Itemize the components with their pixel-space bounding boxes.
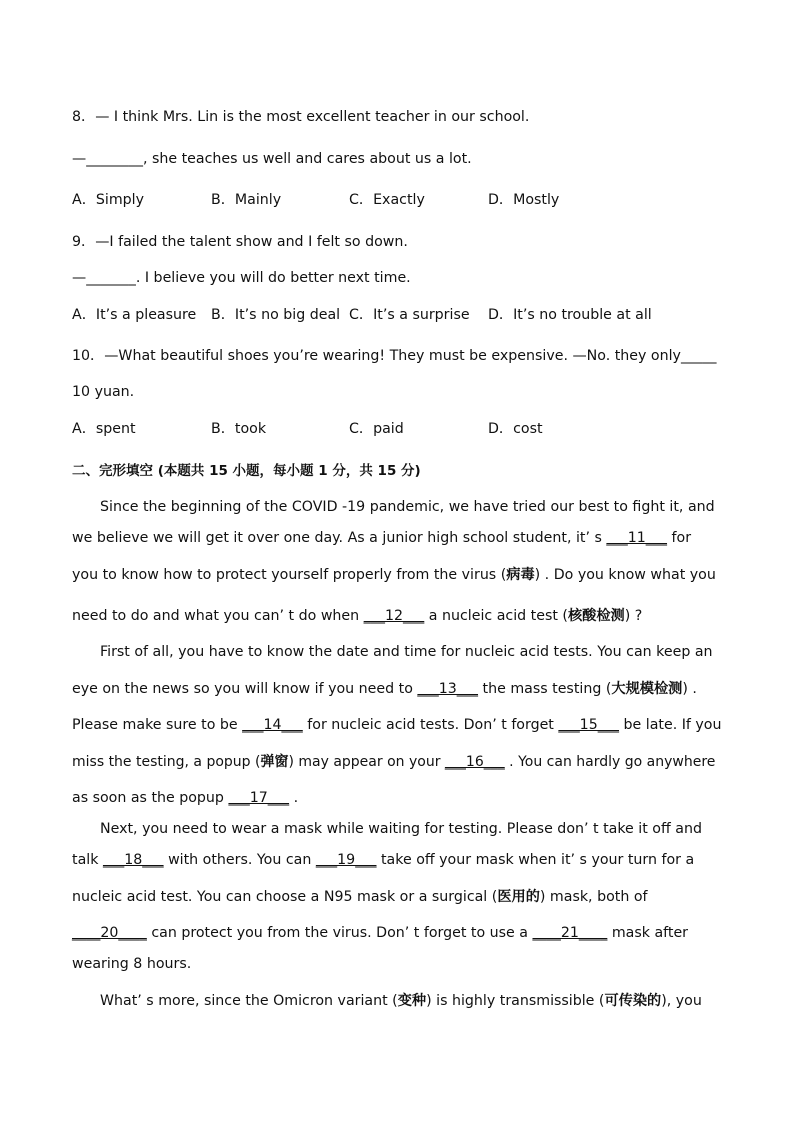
- text-segment: ) . Do you know what you: [534, 567, 716, 583]
- passage-p2-line3: [72, 715, 721, 735]
- text-segment: mask after: [607, 925, 689, 941]
- question-10-stem-continued: 10 yuan.: [72, 384, 135, 400]
- chinese-gloss: 可传染的: [604, 993, 662, 1009]
- passage-p1-line1: Since the beginning of the COVID -19 pandemic, we have tried our best to fight it, and: [100, 499, 715, 515]
- blank-20: ____20____: [72, 925, 147, 941]
- passage-p2-line2: [72, 679, 697, 699]
- chinese-gloss: 病毒: [506, 567, 535, 583]
- text-segment: be late. If you: [619, 717, 722, 733]
- passage-p2-line1: First of all, you have to know the date and time for nucleic acid tests. You can keep an: [100, 644, 713, 660]
- q10-option-c: C．paid: [349, 421, 404, 437]
- q8-option-b: B．Mainly: [211, 192, 282, 208]
- passage-p3-line4: [72, 923, 688, 943]
- q9-option-d: D．It’s no trouble at all: [488, 307, 652, 323]
- text-segment: ) .: [682, 681, 697, 697]
- passage-p3-line1: Next, you need to wear a mask while waiting for testing. Please don’ t take it off and: [100, 821, 702, 837]
- blank-12: ___12___: [363, 608, 425, 624]
- q8-option-d: D．Mostly: [488, 192, 560, 208]
- passage-p1-line4: [72, 606, 642, 626]
- text-segment: take off your mask when it’ s your turn for a: [376, 852, 695, 868]
- text-segment: miss the testing, a popup (: [72, 754, 261, 770]
- q9-option-c: C．It’s a surprise: [349, 307, 470, 323]
- blank-19: ___19___: [315, 852, 377, 868]
- passage-p1-line3: [72, 565, 716, 585]
- passage-p2-line4: [72, 752, 715, 772]
- chinese-gloss: 医用的: [497, 889, 540, 905]
- text-segment: for: [667, 530, 692, 546]
- text-segment: as soon as the popup: [72, 790, 229, 806]
- q10-option-b: B．took: [211, 421, 267, 437]
- text-segment: What’ s more, since the Omicron variant (: [100, 993, 398, 1009]
- blank-21: ____21____: [532, 925, 608, 941]
- chinese-gloss: 弹窗: [260, 754, 289, 770]
- chinese-gloss: 变种: [397, 993, 427, 1009]
- text-segment: talk: [72, 852, 103, 868]
- text-segment: can protect you from the virus. Don’ t forget to use a: [146, 925, 533, 941]
- question-8-answer-line: —________, she teaches us well and cares about us a lot.: [72, 151, 472, 167]
- text-segment: you to know how to protect yourself properly from the virus (: [72, 567, 507, 583]
- text-segment: ) is highly transmissible (: [426, 993, 605, 1009]
- question-8-stem: 8．— I think Mrs. Lin is the most excellent teacher in our school.: [72, 109, 530, 125]
- chinese-gloss: 大规模检测: [611, 681, 683, 697]
- q8-option-a: A．Simply: [72, 192, 145, 208]
- blank-15: ___15___: [558, 717, 620, 733]
- blank-17: ___17___: [228, 790, 290, 806]
- passage-p1-line2: [72, 528, 691, 548]
- q10-option-d: D．cost: [488, 421, 543, 437]
- chinese-gloss: 核酸检测: [567, 608, 625, 624]
- text-segment: ), you: [661, 993, 702, 1009]
- text-segment: eye on the news so you will know if you need to: [72, 681, 418, 697]
- text-segment: ) may appear on your: [288, 754, 445, 770]
- blank-11: ___11___: [606, 530, 668, 546]
- blank-16: ___16___: [444, 754, 505, 770]
- text-segment: ) mask, both of: [539, 889, 648, 905]
- passage-p3-line3: [72, 887, 648, 907]
- section-2-title: 二、完形填空 (本题共 15 小题，每小题 1 分，共 15 分): [72, 463, 421, 479]
- blank-14: ___14___: [242, 717, 303, 733]
- q9-option-b: B．It’s no big deal: [211, 307, 341, 323]
- passage-p3-line2: [72, 850, 694, 870]
- text-segment: need to do and what you can’ t do when: [72, 608, 364, 624]
- question-9-answer-line: —_______. I believe you will do better next time.: [72, 270, 411, 286]
- text-segment: .: [289, 790, 299, 806]
- question-10-stem: 10．—What beautiful shoes you’re wearing! They must be expensive. —No. they only_____: [72, 348, 717, 364]
- text-segment: Please make sure to be: [72, 717, 243, 733]
- blank-13: ___13___: [417, 681, 479, 697]
- q10-option-a: A．spent: [72, 421, 136, 437]
- text-segment: the mass testing (: [478, 681, 612, 697]
- text-segment: for nucleic acid tests. Don’ t forget: [302, 717, 559, 733]
- q9-option-a: A．It’s a pleasure: [72, 307, 197, 323]
- text-segment: with others. You can: [163, 852, 316, 868]
- text-segment: a nucleic acid test (: [424, 608, 568, 624]
- text-segment: . You can hardly go anywhere: [504, 754, 716, 770]
- text-segment: ) ?: [624, 608, 643, 624]
- q8-option-c: C．Exactly: [349, 192, 425, 208]
- text-segment: nucleic acid test. You can choose a N95 mask or a surgical (: [72, 889, 498, 905]
- question-9-stem: 9．—I failed the talent show and I felt so down.: [72, 234, 408, 250]
- blank-18: ___18___: [102, 852, 164, 868]
- passage-p3-line5: wearing 8 hours.: [72, 956, 192, 972]
- text-segment: we believe we will get it over one day. As a junior high school student, it’ s: [72, 530, 607, 546]
- passage-p2-line5: [72, 788, 298, 808]
- passage-p4-line1: [100, 991, 702, 1011]
